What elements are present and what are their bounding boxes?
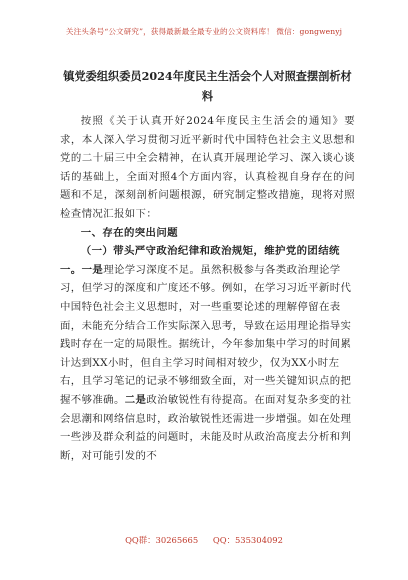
- subsection-heading: [60, 242, 355, 465]
- item-2-text: 政治敏锐性有待提高。在面对复杂多变的社会思潮和网络信息时，政治敏锐性还需进一步增强。如在处理一些涉及群众利益的问题时，未能及时从政治高度去分析和判断，对可能引发的不: [60, 393, 352, 462]
- title-line-1: 镇党委组织委员2024年度民主生活会个人对照查摆剖析材: [63, 69, 352, 83]
- footer-qq-group: QQ群：30265665: [125, 535, 199, 545]
- section-heading: 一、存在的突出问题: [80, 226, 178, 239]
- item-1-lead: 一是: [81, 263, 104, 276]
- document-title: [60, 66, 355, 106]
- item-1-text: 理论学习深度不足。虽然积极参与各类政治理论学习，但学习的深度和广度还不够。例如，在学习习近平新时代中国特色社会主义思想时，对一些重要论述的理解停留在表面，未能充分结合工作实际深入思考，导致在运用理论指导实践时存在一定的局限性。据统计，今年参加集中学习的时间累计达到XX小时，但自主学习时间相对较少，仅为XX小时左右，且学习笔记的记录不够细致全面，对一些关键知识点的把握不够准确。: [60, 263, 352, 406]
- item-2-lead: 二是: [124, 393, 147, 406]
- intro-paragraph: 按照《关于认真开好2024年度民主生活会的通知》要求，本人深入学习贯彻习近平新时代中国特色社会主义思想和党的二十届三中全会精神，在认真开展理论学习、深入谈心谈话的基础上，全面对照4个方面内容，认真检视自身存在的问题和不足，深刻剖析问题根源，研究制定整改措施，现将对照检查情况汇报如下：: [60, 115, 355, 220]
- promo-banner: 关注头条号“公文研究”，获得最新最全最专业的公文资料库！ 微信：gongwenyj: [65, 27, 343, 36]
- footer-qq: QQ：535304092: [212, 535, 283, 545]
- subsection-heading-text: （一）带头严守政治纪律和政治规矩，维护党的团结统一。: [60, 245, 340, 276]
- title-line-2: 料: [201, 89, 214, 103]
- document-body: [60, 66, 355, 465]
- footer-contact: [0, 534, 408, 546]
